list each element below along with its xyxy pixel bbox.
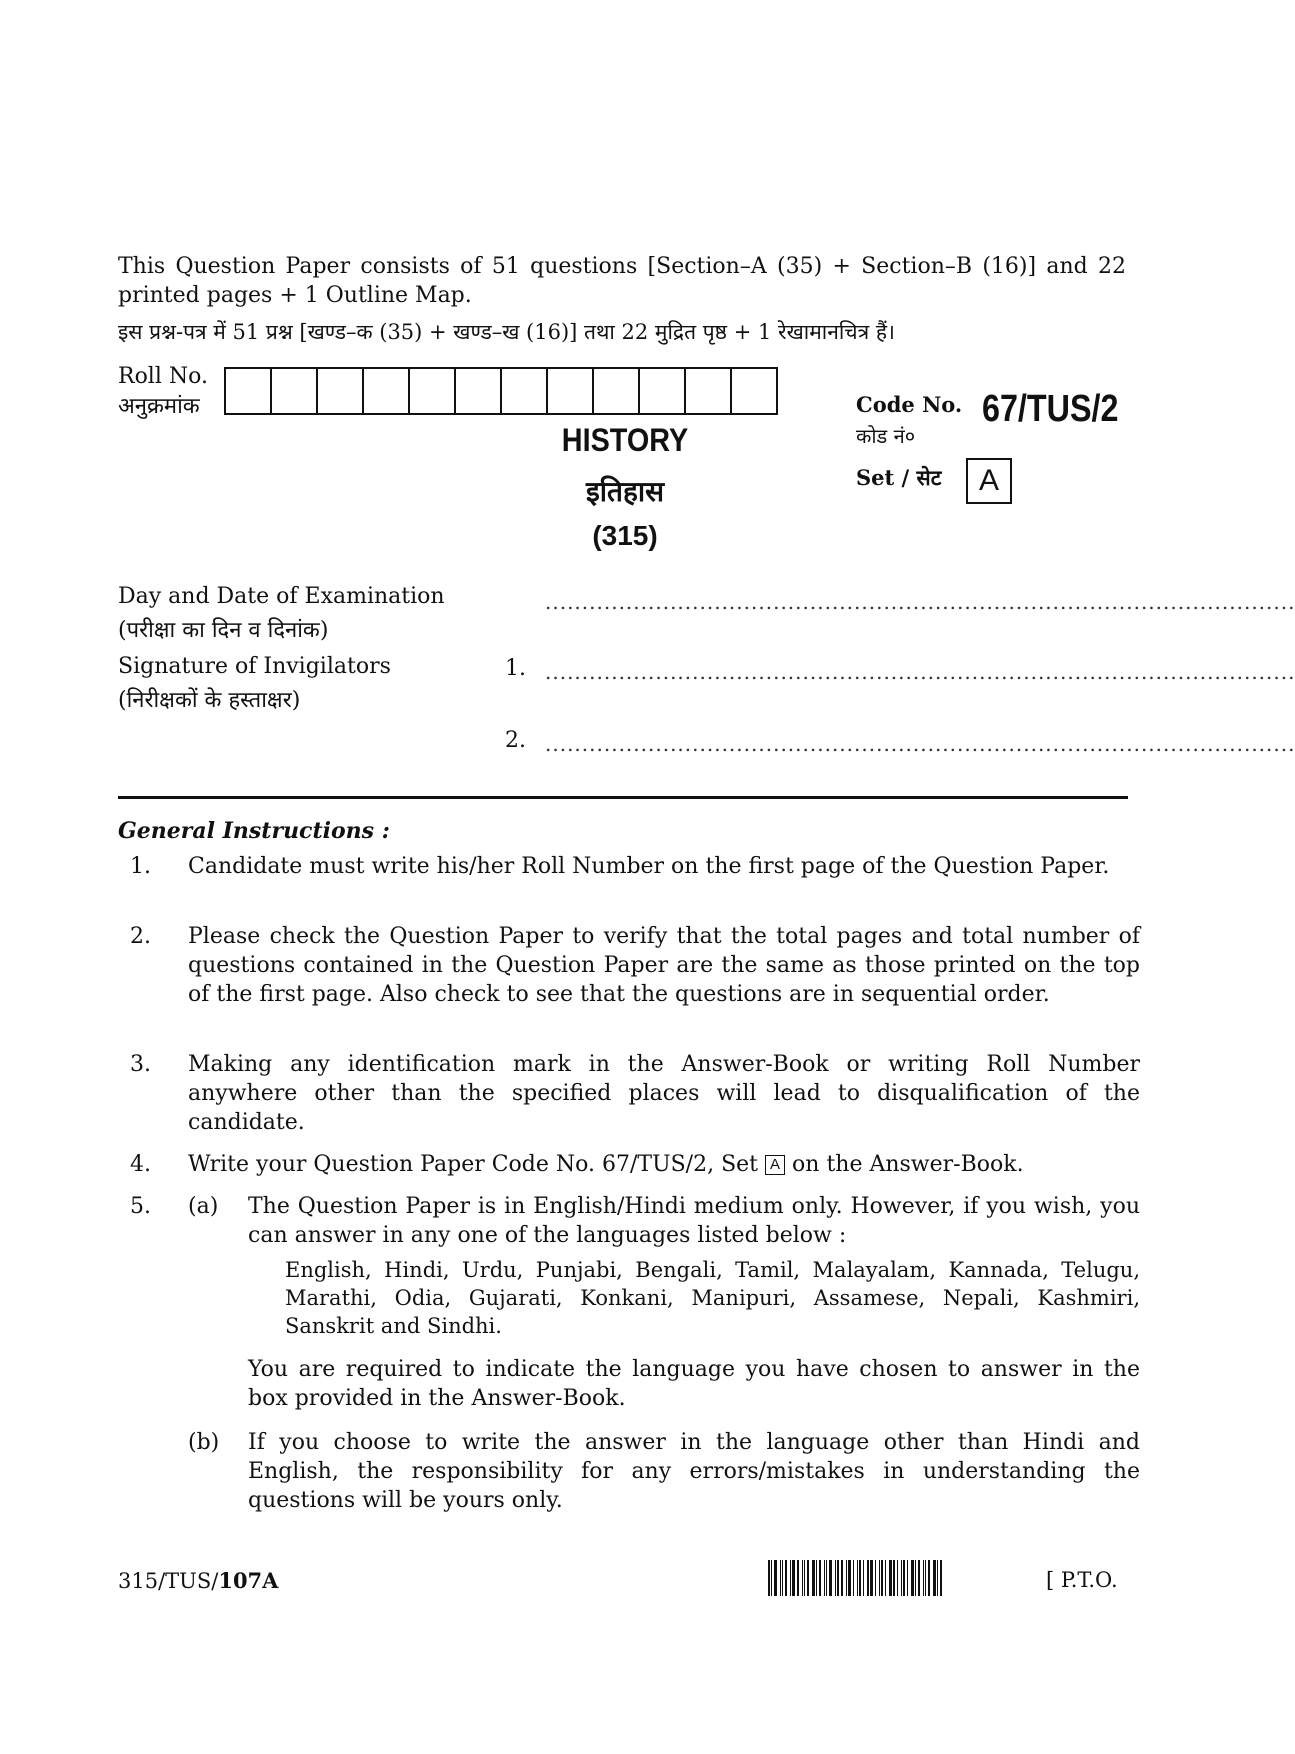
date-label-hi: (परीक्षा का दिन व दिनांक)	[118, 618, 329, 643]
barcode-bar	[837, 1560, 839, 1596]
footer-code-bold: 107A	[218, 1568, 279, 1593]
set-label: Set / सेट	[856, 465, 942, 490]
signature-number-1: 1.	[505, 656, 526, 681]
barcode-bar	[792, 1560, 795, 1596]
instruction-5a-text: The Question Paper is in English/Hindi medium only. However, if you wish, you can answer in any one of the languages listed below :	[248, 1194, 1140, 1248]
instruction-number: 5.	[130, 1194, 151, 1219]
pto-label: [ P.T.O.	[1046, 1568, 1118, 1592]
intro-text: This Question Paper consists of 51 questions [Section–A (35) + Section–B (16)] and 22 printed pages + 1 Outline Map.	[118, 254, 1126, 308]
barcode-bar	[804, 1560, 805, 1596]
date-label	[118, 580, 445, 648]
barcode-bar	[903, 1560, 905, 1596]
barcode-bar	[897, 1560, 898, 1596]
set-inline-box: A	[765, 1155, 785, 1175]
barcode-bar	[802, 1560, 803, 1596]
barcode-bar	[875, 1560, 876, 1596]
instruction-text: Candidate must write his/her Roll Number on the first page of the Question Paper.	[188, 854, 1110, 879]
barcode-bar	[774, 1560, 777, 1596]
roll-number-box	[454, 367, 502, 415]
barcode-bar	[853, 1560, 854, 1596]
barcode-bar	[870, 1560, 873, 1596]
barcode-bar	[881, 1560, 883, 1596]
roll-label-en: Roll No.	[118, 364, 208, 389]
instruction-text: Please check the Question Paper to verify that the total pages and total number of questions contained in the Question Paper are the same as those printed on the top of the first page. Also check to see that the questions are in sequential order.	[188, 924, 1140, 1007]
signature-label-en: Signature of Invigilators	[118, 654, 391, 679]
barcode-bar	[812, 1560, 815, 1596]
date-label-en: Day and Date of Examination	[118, 584, 445, 609]
roll-number-box	[730, 367, 778, 415]
instructions-title: General Instructions :	[118, 818, 390, 844]
barcode-bar	[771, 1560, 772, 1596]
barcode-bar	[835, 1560, 836, 1596]
subject-title-hindi: इतिहास	[585, 476, 664, 507]
roll-number-box	[316, 367, 364, 415]
barcode-bar	[867, 1560, 869, 1596]
barcode-bar	[859, 1560, 861, 1596]
barcode-bar	[885, 1560, 886, 1596]
instruction-number: 2.	[130, 924, 151, 949]
barcode	[768, 1560, 1026, 1596]
roll-label	[118, 362, 208, 422]
instruction-5b-text: If you choose to write the answer in the language other than Hindi and English, the responsibility for any errors/mistakes in understanding the questions will be yours only.	[248, 1430, 1140, 1513]
barcode-bar	[826, 1560, 827, 1596]
barcode-bar	[790, 1560, 791, 1596]
instruction-5b-label: (b)	[188, 1430, 220, 1455]
instruction-text: Making any identification mark in the Answer-Book or writing Roll Number anywhere other than the specified places will lead to disqualification of the candidate.	[188, 1052, 1140, 1135]
instruction-5a-note: You are required to indicate the language you have chosen to answer in the box provided in the Answer-Book.	[248, 1357, 1140, 1411]
barcode-bar	[937, 1560, 938, 1596]
roll-number-box	[592, 367, 640, 415]
footer-code-prefix: 315/TUS/	[118, 1569, 219, 1593]
code-label: Code No.	[856, 392, 963, 417]
barcode-bar	[863, 1560, 864, 1596]
barcode-bar	[925, 1560, 926, 1596]
roll-number-box	[500, 367, 548, 415]
barcode-bar	[780, 1560, 781, 1596]
roll-label-hi: अनुक्रमांक	[118, 394, 200, 419]
barcode-bar	[797, 1560, 799, 1596]
roll-number-boxes	[226, 367, 778, 415]
barcode-bar	[857, 1560, 858, 1596]
code-value: 67/TUS/2	[982, 388, 1119, 430]
signature-1-dotted-line: ......................................................................................................	[545, 660, 1295, 684]
barcode-bar	[819, 1560, 821, 1596]
roll-number-box	[684, 367, 732, 415]
roll-number-box	[362, 367, 410, 415]
subject-code: (315)	[592, 520, 658, 551]
barcode-bar	[807, 1560, 809, 1596]
set-box: A	[966, 458, 1012, 504]
code-label-hindi: कोड नं०	[856, 424, 916, 448]
barcode-bar	[841, 1560, 843, 1596]
barcode-bar	[893, 1560, 895, 1596]
barcode-bar	[889, 1560, 892, 1596]
instruction-4-after: on the Answer-Book.	[792, 1152, 1024, 1177]
barcode-bar	[829, 1560, 832, 1596]
roll-number-box	[270, 367, 318, 415]
subject-title: HISTORY	[561, 422, 689, 458]
roll-number-box	[638, 367, 686, 415]
instruction-5a-label: (a)	[188, 1194, 219, 1219]
instruction-4-before: Write your Question Paper Code No. 67/TUS/2, Set	[188, 1152, 759, 1177]
barcode-bar	[933, 1560, 936, 1596]
barcode-bar	[923, 1560, 924, 1596]
roll-number-box	[408, 367, 456, 415]
signature-2-dotted-line: ......................................................................................................	[545, 732, 1295, 756]
instruction-number: 1.	[130, 854, 151, 879]
barcode-bar	[901, 1560, 902, 1596]
barcode-bar	[928, 1560, 930, 1596]
instruction-number: 3.	[130, 1052, 151, 1077]
signature-number-2: 2.	[505, 728, 526, 753]
barcode-bar	[879, 1560, 880, 1596]
roll-number-box	[546, 367, 594, 415]
barcode-bar	[816, 1560, 817, 1596]
footer-code	[118, 1568, 278, 1593]
instruction-text	[188, 1150, 1140, 1179]
barcode-bar	[915, 1560, 916, 1596]
roll-number-box	[224, 367, 272, 415]
signature-label-hi: (निरीक्षकों के हस्ताक्षर)	[118, 688, 301, 713]
languages-list: English, Hindi, Urdu, Punjabi, Bengali, Tamil, Malayalam, Kannada, Telugu, Marathi, Odia, Gujarati, Konkani, Manipuri, Assamese, Nepali, Kashmiri, Sanskrit and Sindhi.	[285, 1258, 1140, 1338]
barcode-bar	[911, 1560, 914, 1596]
instruction-number: 4.	[130, 1152, 151, 1177]
intro-text-hindi: इस प्रश्न-पत्र में 51 प्रश्न [खण्ड–क (35) + खण्ड–ख (16)] तथा 22 मुद्रित पृष्ठ + 1 रेखामानचित्र हैं।	[118, 320, 896, 344]
barcode-bar	[907, 1560, 908, 1596]
barcode-bar	[824, 1560, 825, 1596]
divider	[118, 796, 1128, 799]
date-dotted-line: ......................................................................................................	[545, 590, 1295, 614]
signature-label	[118, 650, 391, 718]
barcode-bar	[768, 1560, 770, 1596]
barcode-bar	[785, 1560, 787, 1596]
barcode-bar	[848, 1560, 851, 1596]
barcode-bar	[846, 1560, 847, 1596]
barcode-bar	[940, 1560, 942, 1596]
barcode-bar	[918, 1560, 920, 1596]
barcode-bar	[782, 1560, 783, 1596]
